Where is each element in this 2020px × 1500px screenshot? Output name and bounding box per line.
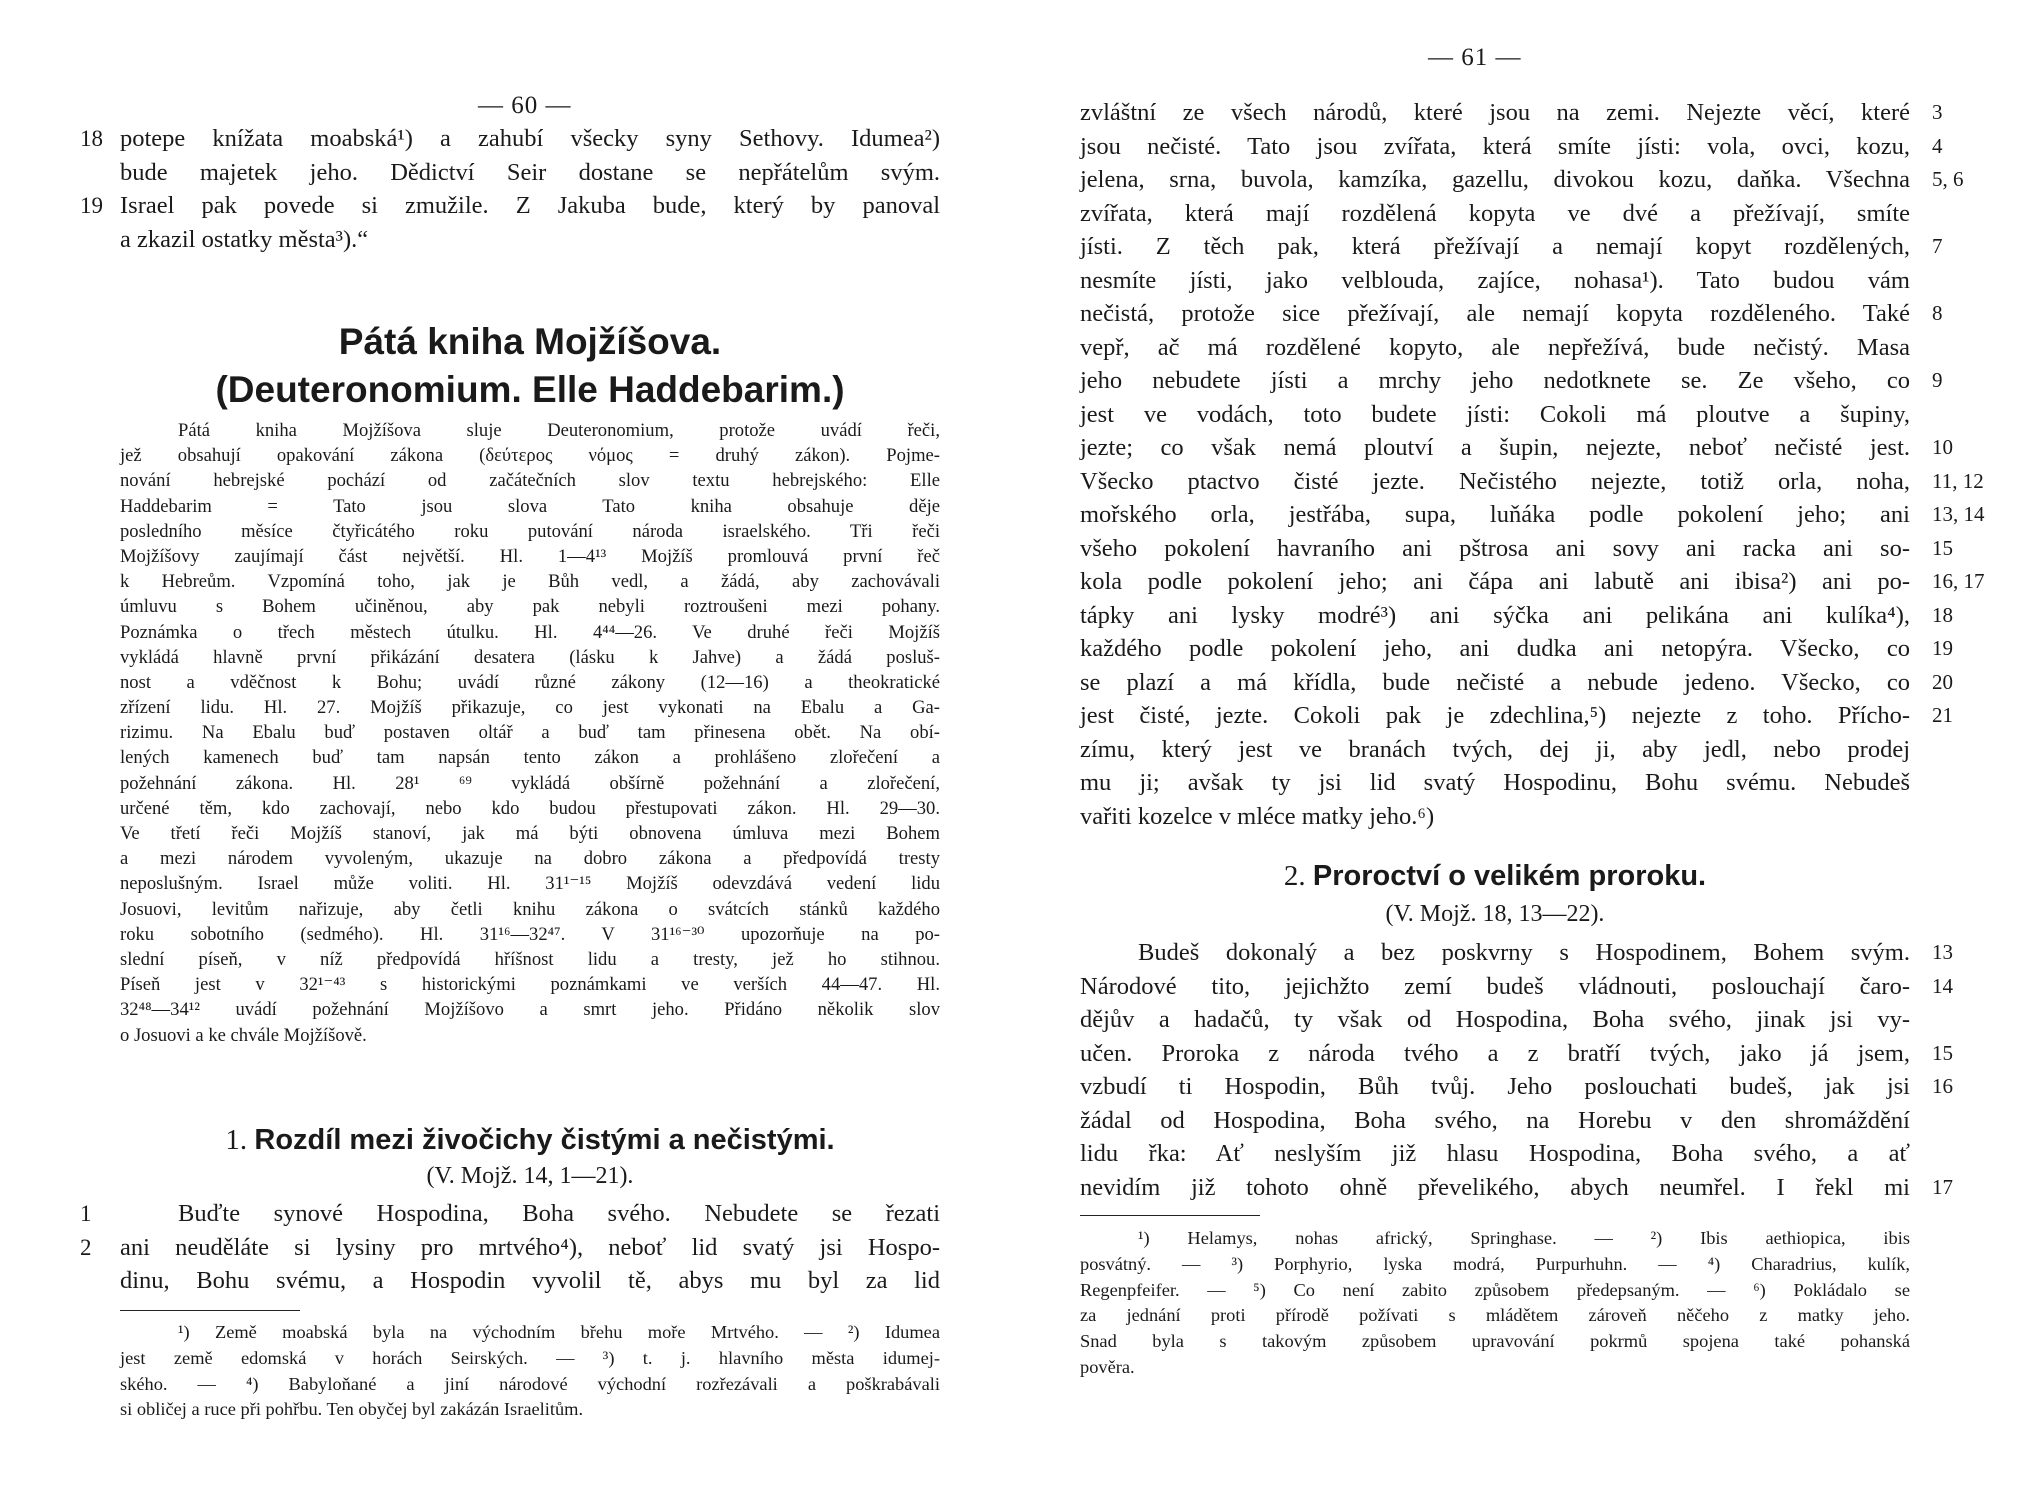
intro-line: posledního měsíce čtyřicátého roku putování národa israelského. Tři řeči [120,520,940,542]
footnote-line: ¹) Helamys, nohas africký, Springhase. — ²) Ibis aethiopica, ibis [1138,1228,1910,1248]
text-line: lidu řka: Ať neslyším již hlasu Hospodina, Boha svého, a ať [1080,1140,1910,1167]
footnote-line: jest země edomská v horách Seirských. — ³) t. j. hlavního města idumej- [120,1347,940,1368]
intro-line: nost a vděčnost k Bohu; uvádí různé zákony (12—16) a theokratické [120,671,940,693]
intro-line: Mojžíšovy zaujímají část největší. Hl. 1—4¹³ Mojžíš promlouvá první řeč [120,545,940,567]
text-line: každého podle pokolení jeho, ani dudka ani netopýra. Všecko, co 19 [1080,632,1910,666]
verse-number: 16, 17 [1932,569,1985,593]
page-number: — 61 — [1428,44,1522,71]
text-line: vařiti kozelce v mléce matky jeho.⁶) [1080,802,1435,830]
text-line: zvláštní ze všech národů, které jsou na zemi. Nejezte věcí, které 3 [1080,96,1910,130]
verse-number: 15 [1932,535,1953,560]
text-line: 2 ani neuděláte si lysiny pro mrtvého⁴), neboť lid svatý jsi Hospo- [120,1231,940,1265]
text-line: 18 potepe knížata moabská¹) a zahubí všecky syny Sethovy. Idumea²) [120,122,940,156]
verse-number: 13 [1932,940,1953,964]
verse-number: 20 [1932,669,1953,694]
section-number: 1. [225,1124,248,1156]
text-line: mu ji; avšak ty jsi lid svatý Hospodinu, Bohu svému. Nebudeš [1080,769,1910,796]
section-title: Rozdíl mezi živočichy čistými a nečistými. [254,1124,835,1156]
book-subtitle: (Deuteronomium. Elle Haddebarim.) [215,369,845,410]
text-line: tápky ani lysky modré³) ani sýčka ani pelikána ani kulíka⁴), 18 [1080,599,1910,633]
footnote-line: pověra. [1080,1356,1135,1377]
intro-line: rizimu. Na Ebalu buď postaven oltář a buď tam přinesena obět. Na obí- [120,722,940,744]
right-page [1010,0,2020,1500]
intro-line: požehnání zákona. Hl. 28¹ ⁶⁹ vykládá obšírně požehnání a zlořečení, [120,772,940,794]
footnotes [120,1320,940,1423]
intro-line: Poznámka o třech městech útulku. Hl. 4⁴⁴—26. Ve druhé řeči Mojžíš [120,621,940,643]
footnote-line: Snad byla s takovým způsobem upravování pokrmů spojena také pohanská [1080,1331,1910,1352]
verse-number: 4 [1932,133,1943,158]
intro-line: neposlušným. Israel může voliti. Hl. 31¹⁻¹⁵ Mojžíš odevzdává vedení lidu [120,873,940,895]
verse-number: 5, 6 [1932,167,1964,191]
section-reference: (V. Mojž. 14, 1—21). [426,1163,634,1189]
text-line: nečistá, protože sice přežívají, ale nemají kopyta rozděleného. Také 8 [1080,297,1910,331]
intro-line: k Hebreům. Vzpomíná toho, jak je Bůh vedl, a žádá, aby zachovávali [120,571,940,593]
text-line: nevidím již tohoto ohně převelikého, abych neumřel. I řekl mi 17 [1080,1171,1910,1205]
text-line: jeho nebudete jísti a mrchy jeho nedotknete se. Ze všeho, co 9 [1080,364,1910,398]
text-line: jsou nečisté. Tato jsou zvířata, která smíte jísti: vola, ovci, kozu, 4 [1080,130,1910,164]
footnote-line: posvátný. — ³) Porphyrio, lyska modrá, Purpurhuhn. — ⁴) Charadrius, kulík, [1080,1253,1910,1274]
intro-line: a mezi národem vyvoleným, ukazuje na dobro zákona a předpovídá tresty [120,848,940,870]
verse-number: 19 [1932,636,1953,660]
intro-line: úmluvu s Bohem učiněnou, aby pak nebyli roztroušeni mezi pohany. [120,596,940,618]
section-title: Proroctví o velikém proroku. [1312,860,1707,892]
verse-number: 9 [1932,368,1943,392]
verse-number: 18 [80,126,103,151]
verse-number: 8 [1932,301,1943,325]
section-heading [1080,856,1910,896]
footnotes [1080,1226,1910,1381]
book-title: Pátá kniha Mojžíšova. [338,321,722,362]
footnote-line: ského. — ⁴) Babyloňané a jiní národové východní rozřezávali a poškrabávali [120,1373,940,1394]
verse-number: 11, 12 [1932,468,1984,493]
footnote-rule [120,1310,300,1311]
intro-line: Pátá kniha Mojžíšova sluje Deuteronomium, protože uvádí řeči, [178,420,940,441]
left-top-text [80,122,940,256]
text-line: jísti. Z těch pak, která přežívají a nemají kopyt rozdělených, 7 [1080,230,1910,264]
right-top-text [1080,96,1985,833]
footnote-line: ¹) Země moabská byla na východním břehu moře Mrtvého. — ²) Idumea [178,1322,940,1342]
verse-number: 10 [1932,435,1953,459]
intro-line: určené těm, kdo zachovají, nebo kdo budou přestupovati zákon. Hl. 29—30. [120,797,940,819]
book-introduction [120,418,940,1048]
intro-line: o Josuovi a ke chvále Mojžíšově. [120,1024,367,1046]
text-line: učen. Proroka z národa tvého a z bratří tvých, jako já jsem, 15 [1080,1037,1910,1071]
intro-line: 32⁴⁸—34¹² uvádí požehnání Mojžíšovo a smrt jeho. Přidáno několik slov [120,999,940,1021]
footnote-line: Regenpfeifer. — ⁵) Co není zabito způsobem předepsaným. — ⁶) Pokládalo se [1080,1279,1910,1300]
text-line: žádal od Hospodina, Boha svého, na Horebu v den shromáždění [1080,1106,1910,1134]
verse-number: 2 [80,1234,92,1260]
section-number: 2. [1283,860,1306,892]
intro-line: Ve třetí řeči Mojžíš stanoví, jak má býti obnovena úmluva mezi Bohem [120,823,940,844]
footnote-rule [1080,1215,1260,1216]
page-number: — 60 — [478,92,572,119]
intro-line: vykládá hlavně první přikázání desatera (lásku k Jahve) a žádá posluš- [120,646,940,668]
text-line: vepř, ač má rozdělené kopyto, ale nepřežívá, bude nečistý. Masa [1080,333,1910,361]
footnote-line: za jednání proti přírodě požívati s mládětem zároveň něčeho z matky jeho. [1080,1305,1910,1326]
text-line: se plazí a má křídla, bude nečisté a nebude jedeno. Všecko, co 20 [1080,666,1910,700]
text-line: jelena, srna, buvola, kamzíka, gazellu, divokou kozu, daňka. Všechna 5, 6 [1080,163,1910,197]
text-line: a zkazil ostatky města³).“ [120,225,369,253]
section-heading [120,1120,940,1160]
text-line: zímu, který jest ve branách tvých, dej ji, aby jedl, nebo prodej [1080,735,1910,763]
section-text [80,1197,940,1298]
verse-number: 15 [1932,1040,1953,1065]
verse-number: 18 [1932,602,1953,627]
intro-line: Haddebarim = Tato jsou slova Tato kniha obsahuje děje [120,495,940,517]
intro-line: Píseň jest v 32¹⁻⁴³ s historickými poznámkami ve verších 44—47. Hl. [120,974,940,996]
text-line: jest čisté, jezte. Cokoli pak je zdechlina,⁵) nejezte z toho. Přícho- 21 [1080,699,1910,733]
verse-number: 14 [1932,973,1953,998]
text-line: Národové tito, jejichžto zemí budeš vládnouti, poslouchají čaro- 14 [1080,970,1910,1004]
text-line: jezte; co však nemá ploutví a šupin, nejezte, neboť nečisté jest. 10 [1080,431,1910,465]
text-line: mořského orla, jestřába, supa, luňáka podle pokolení jeho; ani 13, 14 [1080,498,1910,532]
intro-line: nování hebrejské pochází od začátečních slov textu hebrejského: Elle [120,470,940,492]
section-text [1080,936,1953,1204]
section-reference: (V. Mojž. 18, 13—22). [1385,901,1605,927]
text-line: zvířata, která mají rozdělená kopyta ve dvé a přežívají, smíte [1080,199,1910,227]
intro-line: lených kamenech buď tam napsán tento zákon a prohlášeno zlořečení a [120,747,940,769]
verse-number: 17 [1932,1174,1953,1199]
text-line: vzbudí ti Hospodin, Bůh tvůj. Jeho poslouchati budeš, jak jsi 16 [1080,1070,1910,1104]
intro-line: slední píseň, v níž předpovídá hříšnost lidu a tresty, jež ho stihnou. [120,948,940,970]
intro-line: zřízení lidu. Hl. 27. Mojžíš přikazuje, co jest vykonati na Ebalu a Ga- [120,697,940,719]
intro-line: jež obsahují opakování zákona (δεύτερος νόμος = druhý zákon). Pojme- [120,445,940,467]
text-line: dějův a hadačů, ty však od Hospodina, Boha svého, jinak jsi vy- [1080,1006,1910,1033]
verse-number: 1 [80,1201,92,1226]
verse-number: 7 [1932,234,1943,258]
text-line: jest ve vodách, toto budete jísti: Cokoli má ploutve a šupiny, [1080,400,1910,428]
verse-number: 16 [1932,1074,1953,1098]
intro-line: roku sobotního (sedmého). Hl. 31¹⁶—32⁴⁷. V 31¹⁶⁻³⁰ upozorňuje na po- [120,923,940,945]
text-line: 19 Israel pak povede si zmužile. Z Jakuba bude, který by panoval [120,189,940,223]
text-line: 1 Buďte synové Hospodina, Boha svého. Nebudete se řezati [120,1197,940,1231]
text-line: bude majetek jeho. Dědictví Seir dostane se nepřátelům svým. [120,158,940,186]
text-line: kola podle pokolení jeho; ani čápa ani labutě ani ibisa²) ani po- 16, 17 [1080,565,1910,599]
text-line: Budeš dokonalý a bez poskvrny s Hospodinem, Bohem svým. 13 [1080,936,1910,970]
text-line: Všecko ptactvo čisté jezte. Nečistého nejezte, totiž orla, noha, 11, 12 [1080,465,1910,499]
verse-number: 3 [1932,100,1943,124]
text-line: všeho pokolení havraního ani pštrosa ani sovy ani racka ani so- 15 [1080,532,1910,566]
verse-number: 21 [1932,703,1953,727]
footnote-line: si obličej a ruce při pohřbu. Ten obyčej byl zakázán Israelitům. [120,1399,584,1420]
text-line: nesmíte jísti, jako velblouda, zajíce, nohasa¹). Tato budou vám [1080,266,1910,294]
intro-line: Josuovi, levitům nařizuje, aby četli knihu zákona o svátcích stánků každého [120,898,940,920]
verse-number: 19 [80,193,103,218]
text-line: dinu, Bohu svému, a Hospodin vyvolil tě, abys mu byl za lid [120,1267,940,1294]
verse-number: 13, 14 [1932,502,1985,526]
